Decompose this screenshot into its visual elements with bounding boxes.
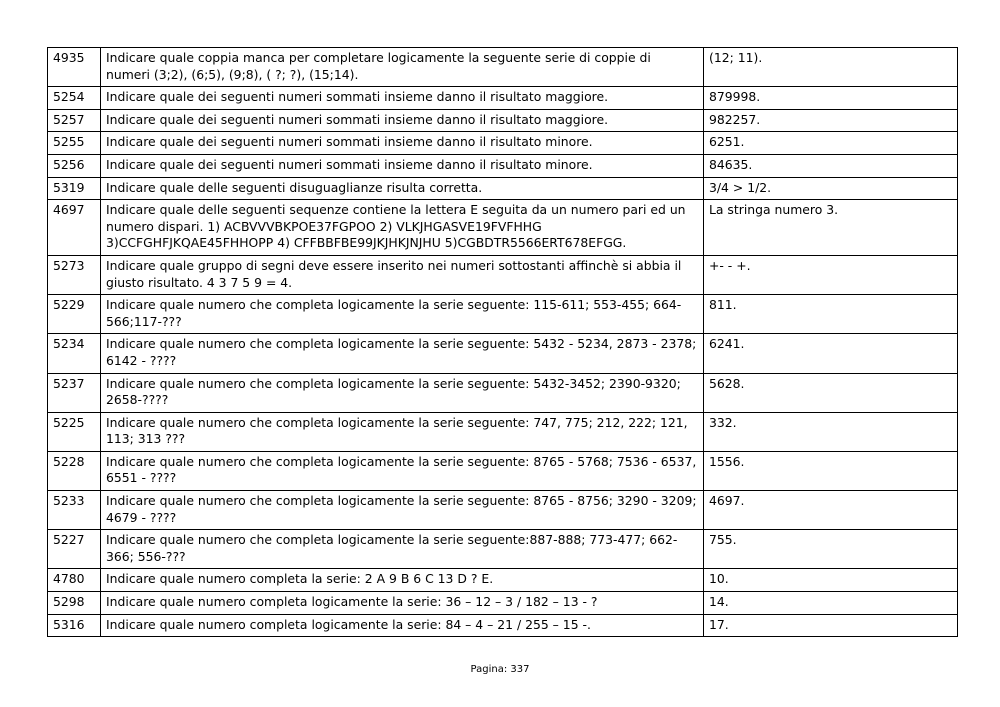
question-text-cell: Indicare quale delle seguenti disuguaglianze risulta corretta. bbox=[101, 177, 704, 200]
question-id-cell: 4780 bbox=[48, 569, 101, 592]
question-text-cell: Indicare quale numero completa la serie: 2 A 9 B 6 C 13 D ? E. bbox=[101, 569, 704, 592]
answer-cell: +- - +. bbox=[704, 255, 958, 294]
question-text-cell: Indicare quale gruppo di segni deve essere inserito nei numeri sottostanti affinchè si abbia il giusto risultato. 4 3 7 5 9 = 4. bbox=[101, 255, 704, 294]
answer-cell: 755. bbox=[704, 530, 958, 569]
table-row bbox=[48, 87, 958, 110]
answer-cell: 982257. bbox=[704, 109, 958, 132]
answer-cell: La stringa numero 3. bbox=[704, 200, 958, 256]
table-row bbox=[48, 491, 958, 530]
question-id-cell: 5228 bbox=[48, 451, 101, 490]
question-id-cell: 5256 bbox=[48, 154, 101, 177]
question-id-cell: 5316 bbox=[48, 614, 101, 637]
answer-cell: 6251. bbox=[704, 132, 958, 155]
table-row bbox=[48, 592, 958, 615]
answer-cell: 1556. bbox=[704, 451, 958, 490]
question-text-cell: Indicare quale numero che completa logicamente la serie seguente: 115-611; 553-455; 664-566;117-??? bbox=[101, 295, 704, 334]
table-row bbox=[48, 200, 958, 256]
question-id-cell: 5319 bbox=[48, 177, 101, 200]
question-id-cell: 5273 bbox=[48, 255, 101, 294]
answer-cell: 10. bbox=[704, 569, 958, 592]
table-row bbox=[48, 177, 958, 200]
table-row bbox=[48, 373, 958, 412]
page-footer bbox=[0, 664, 1000, 675]
question-id-cell: 5229 bbox=[48, 295, 101, 334]
answer-cell: 3/4 > 1/2. bbox=[704, 177, 958, 200]
answer-cell: 14. bbox=[704, 592, 958, 615]
question-id-cell: 5225 bbox=[48, 412, 101, 451]
question-text-cell: Indicare quale numero completa logicamente la serie: 84 – 4 – 21 / 255 – 15 -. bbox=[101, 614, 704, 637]
question-text-cell: Indicare quale delle seguenti sequenze contiene la lettera E seguita da un numero pari ed un numero dispari. 1) ACBVVVBKPOE37FGPOO 2) VLKJHGASVE19FVFHHG 3)CCFGHFJKQAE45FHHOPP 4) CFFBBFBE99JKJHKJNJHU 5)CGBDTR5566ERT678EFGG. bbox=[101, 200, 704, 256]
answer-cell: 6241. bbox=[704, 334, 958, 373]
answer-cell: 811. bbox=[704, 295, 958, 334]
question-id-cell: 5255 bbox=[48, 132, 101, 155]
table-row bbox=[48, 295, 958, 334]
question-text-cell: Indicare quale dei seguenti numeri sommati insieme danno il risultato maggiore. bbox=[101, 109, 704, 132]
question-text-cell: Indicare quale numero completa logicamente la serie: 36 – 12 – 3 / 182 – 13 - ? bbox=[101, 592, 704, 615]
table-row bbox=[48, 530, 958, 569]
table-row bbox=[48, 109, 958, 132]
question-text-cell: Indicare quale numero che completa logicamente la serie seguente:887-888; 773-477; 662-366; 556-??? bbox=[101, 530, 704, 569]
table-row bbox=[48, 255, 958, 294]
question-text-cell: Indicare quale numero che completa logicamente la serie seguente: 5432 - 5234, 2873 - 2378; 6142 - ???? bbox=[101, 334, 704, 373]
answer-cell: 879998. bbox=[704, 87, 958, 110]
question-table bbox=[47, 47, 958, 637]
table-row bbox=[48, 132, 958, 155]
table-row bbox=[48, 569, 958, 592]
answer-cell: (12; 11). bbox=[704, 48, 958, 87]
question-text-cell: Indicare quale coppia manca per completare logicamente la seguente serie di coppie di numeri (3;2), (6;5), (9;8), ( ?; ?), (15;14). bbox=[101, 48, 704, 87]
question-text-cell: Indicare quale dei seguenti numeri sommati insieme danno il risultato maggiore. bbox=[101, 87, 704, 110]
question-text-cell: Indicare quale numero che completa logicamente la serie seguente: 5432-3452; 2390-9320; 2658-???? bbox=[101, 373, 704, 412]
question-id-cell: 5298 bbox=[48, 592, 101, 615]
answer-cell: 5628. bbox=[704, 373, 958, 412]
table-row bbox=[48, 48, 958, 87]
question-id-cell: 5234 bbox=[48, 334, 101, 373]
table-row bbox=[48, 154, 958, 177]
question-id-cell: 5254 bbox=[48, 87, 101, 110]
question-id-cell: 5227 bbox=[48, 530, 101, 569]
question-id-cell: 4697 bbox=[48, 200, 101, 256]
question-id-cell: 5237 bbox=[48, 373, 101, 412]
answer-cell: 17. bbox=[704, 614, 958, 637]
table-row bbox=[48, 412, 958, 451]
question-id-cell: 5257 bbox=[48, 109, 101, 132]
question-id-cell: 4935 bbox=[48, 48, 101, 87]
question-text-cell: Indicare quale numero che completa logicamente la serie seguente: 8765 - 5768; 7536 - 6537, 6551 - ???? bbox=[101, 451, 704, 490]
question-text-cell: Indicare quale dei seguenti numeri sommati insieme danno il risultato minore. bbox=[101, 132, 704, 155]
question-table-body bbox=[48, 48, 958, 637]
table-row bbox=[48, 614, 958, 637]
table-row bbox=[48, 334, 958, 373]
question-text-cell: Indicare quale numero che completa logicamente la serie seguente: 8765 - 8756; 3290 - 3209; 4679 - ???? bbox=[101, 491, 704, 530]
question-text-cell: Indicare quale dei seguenti numeri sommati insieme danno il risultato minore. bbox=[101, 154, 704, 177]
question-id-cell: 5233 bbox=[48, 491, 101, 530]
answer-cell: 84635. bbox=[704, 154, 958, 177]
answer-cell: 4697. bbox=[704, 491, 958, 530]
answer-cell: 332. bbox=[704, 412, 958, 451]
question-text-cell: Indicare quale numero che completa logicamente la serie seguente: 747, 775; 212, 222; 121, 113; 313 ??? bbox=[101, 412, 704, 451]
table-row bbox=[48, 451, 958, 490]
page-number: Pagina: 337 bbox=[470, 664, 530, 675]
